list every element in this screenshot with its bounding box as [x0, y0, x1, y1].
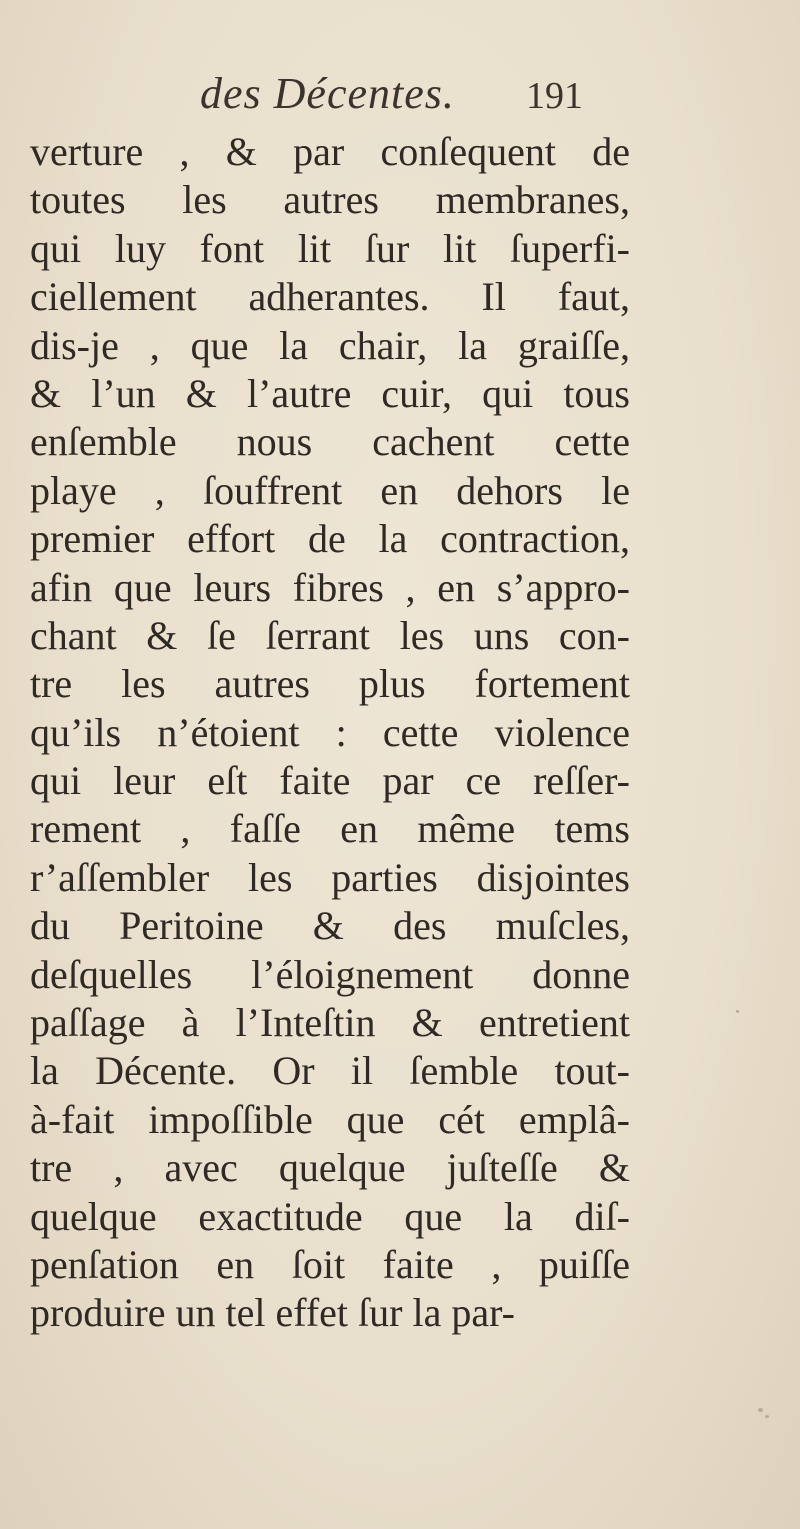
text-line: rement , faſſe en même tems	[30, 806, 630, 852]
text-line: deſquelles l’éloignement donne	[30, 951, 630, 997]
text-line: produire un tel effet ſur la par-	[30, 1290, 515, 1336]
text-line: la Décente. Or il ſemble tout-	[30, 1048, 630, 1094]
text-line: du Peritoine & des muſcles,	[30, 903, 630, 949]
text-line: chant & ſe ſerrant les uns con-	[30, 612, 630, 658]
body-text	[30, 128, 630, 1338]
text-line: tre les autres plus fortement	[30, 661, 630, 707]
text-line: playe , ſouffrent en dehors le	[30, 467, 630, 513]
text-line: ciellement adherantes. Il faut,	[30, 274, 630, 320]
text-line: afin que leurs fibres , en s’appro-	[30, 564, 630, 610]
text-line: à-fait impoſſible que cét emplâ-	[30, 1096, 630, 1142]
text-line: tre , avec quelque juſteſſe &	[30, 1145, 630, 1191]
page-number: 191	[526, 75, 583, 117]
text-line: qu’ils n’étoient : cette violence	[30, 709, 630, 755]
paper-speck	[736, 1010, 739, 1013]
page-header	[0, 68, 800, 128]
text-line: verture , & par conſequent de	[30, 129, 630, 174]
text-line: premier effort de la contraction,	[30, 516, 630, 562]
text-line: penſation en ſoit faite , puiſſe	[30, 1241, 630, 1287]
paper-speck	[765, 1415, 769, 1418]
running-head: des Décentes.	[200, 69, 455, 118]
text-line: quelque exactitude que la diſ-	[30, 1193, 630, 1239]
paper-speck	[758, 1408, 763, 1412]
text-line: paſſage à l’Inteſtin & entretient	[30, 1000, 630, 1046]
text-line: dis-je , que la chair, la graiſſe,	[30, 322, 630, 368]
text-line: r’aſſembler les parties disjointes	[30, 854, 630, 900]
text-line: enſemble nous cachent cette	[30, 419, 630, 465]
text-line: qui leur eſt faite par ce reſſer-	[30, 758, 630, 804]
text-line: toutes les autres membranes,	[30, 177, 630, 223]
text-line: & l’un & l’autre cuir, qui tous	[30, 370, 630, 416]
text-line: qui luy font lit ſur lit ſuperfi-	[30, 225, 630, 271]
